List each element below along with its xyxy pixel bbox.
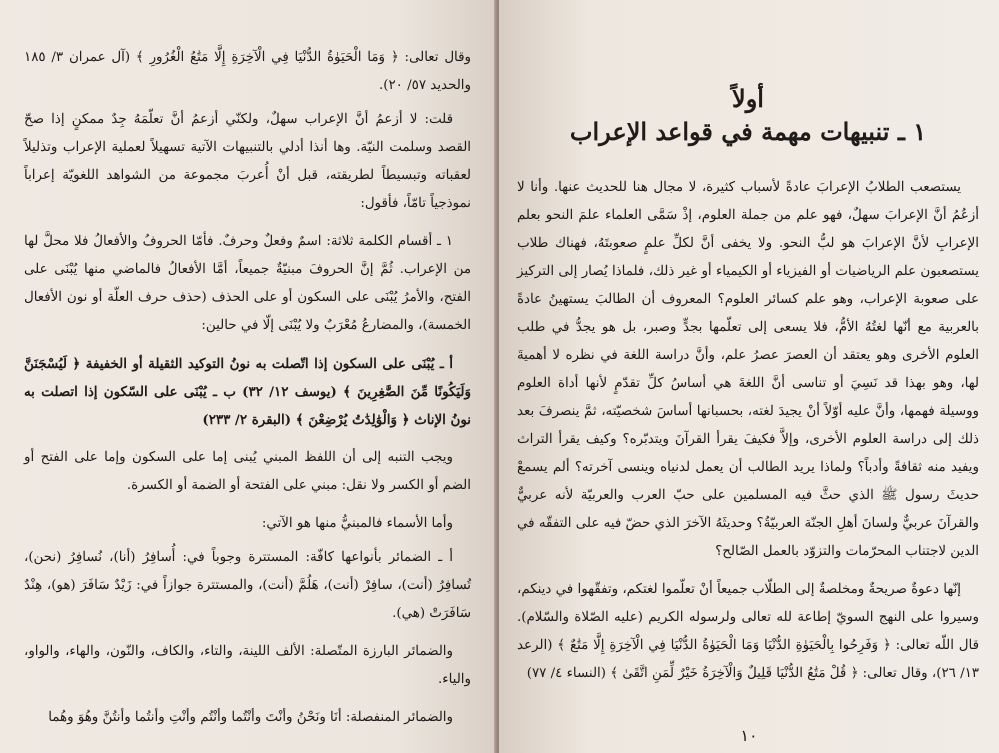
left-paragraph-present-tense: أ ـ يُبْنَى على السكون إذا اتّصلت به نونُ التوكيد الثقيلة أو الخفيفة ﴿ لَيُسْجَنَنَّ وَلَيَكُونًا مِّنَ الصَّٰغِرِينَ ﴾ (يوسف ١٢/ ٣٢) ب ـ يُبْنَى على السّكون إذا اتصلت به نونُ الإناث ﴿ وَالْوَٰلِدَٰتُ يُرْضِعْنَ ﴾ (البقرة ٢/ ٢٣٣)	[24, 356, 471, 428]
section-heading-main: ١ ـ تنبيهات مهمة في قواعد الإعراب	[569, 117, 927, 146]
left-paragraph-pronouns-hidden: أ ـ الضمائر بأنواعها كافّة: المستترة وجوباً في: أُسافِرُ (أنا)، نُسافِرُ (نحن)، تُسافِرُ (أنت)، سافِرْ (أنت)، هَلُمَّ (أنت)، والمستترة جوازاً في: زَيْدٌ سَافَرَ (هو)، هِنْدٌ سَافَرَتْ (هي).	[24, 550, 471, 621]
left-paragraph-pronouns-attached: والضمائر البارزة المتّصلة: الألف اللينة، والتاء، والكاف، والنّون، والهاء، والواو، والياء.	[24, 644, 471, 687]
left-page	[0, 0, 497, 753]
left-paragraph-quote: وقال تعالى: ﴿ وَمَا الْحَيَوٰةُ الدُّنْيَا فِي الْآخِرَةِ إِلَّا مَتَٰعُ الْغُرُورِ ﴾ (آل عمران ٣/ ١٨٥ والحديد ٥٧/ ٢٠).	[24, 50, 471, 93]
page-number: ١٠	[740, 726, 758, 745]
left-paragraph-nouns: وأما الأسماء فالمبنيُّ منها هو الآتي:	[261, 516, 453, 531]
right-paragraph-main: يستصعب الطلابُ الإعرابَ عادةً لأسباب كثيرة، لا مجال هنا للحديث عنها. وأنا لا أزعُمُ أنَّ الإعرابَ سهلٌ، فهو علم من جملة العلوم، إذْ سَمَّى العلماء علمَ النحو بعلم الإعرابِ لأنَّ الإعرابَ هو لبُّ النحو. ولا يخفى أنَّ لكلِّ علمٍ صعوبتَهُ، فهناك طلاب يستصعبون علم الرياضيات أو الفيزياء أو الكيمياء أو غير ذلك، فلماذا يُصار إلى التركيز على صعوبة الإعراب، وهو علم كسائر العلوم؟ المعروف أن الطالبَ يستهينُ عادةً بالعربية مع أنّها لغتُهُ الأمُّ، فلا يسعى إلى تعلّمها بجدٍّ وصبر، بل هو يجدُّ في طلب العلوم الأخرى وهو يعتقد أن العصرَ عصرُ علم، وأنَّ دراسة اللغة في نظره لا أهميةَ لها، وهو بهذا قد نَسِيَ أو تناسى أنَّ اللغةَ هي أساسُ كلِّ تقدّمٍ لأنها أداة العلوم ووسيلة فهمها، وأنَّ عليه أوّلاً أنْ يجيدَ لغته، بحسبانها أساسَ شخصيّته، ثمَّ ينصرفَ بعد ذلك إلى دراسة العلوم الأخرى، وإلاَّ فكيفَ يقرأ القرآنَ ويتدبّره؟ وكيف يقرأ التراث ويفيد منه ثقافةً وأدباً؟ ولماذا يريد الطالب أن يعمل لدنياه وينسى آخرته؟ ألم يسمعْ حديثَ رسول ﷺ الذي حثَّ فيه المسلمين على حبّ العرب والعربيّة لأنه عربيٌّ والقرآنَ عربيٌّ ولسانَ أهلِ الجنّة العربيّةُ؟ وحديثَهُ الآخرَ الذي حضّ فيه على التفقّه في الدين لاجتناب المحرّمات والتزوّد بالعمل الصّالح؟	[517, 180, 979, 559]
left-paragraph-intro: قلت: لا أزعمُ أنَّ الإعراب سهلٌ، ولكنّي أزعمُ أنَّ تعلّمَهُ جِدٌ ممكنٍ إذا صحّ القصد وسلمت النيّة. وها أنذا أدلي بالتنبيهات الآتية تسهيلاً لعملية الإعراب وتذليلاً لعقباته وتبسيطاً لطريقته، قبل أنْ أُعربَ مجموعة من الشواهد اللغويّة إعراباً نموذجياً تامّاً، فأقول:	[24, 112, 471, 211]
right-paragraph-call: إنّها دعوةٌ صريحةٌ ومخلصةٌ إلى الطلّاب جميعاً أنْ تعلّموا لغتكم، وتفقّهوا في دينكم، وسيروا على النهج السويّ إطاعة لله تعالى ولرسوله الكريم (عليه الصّلاة والسّلام). قال اللّه تعالى: ﴿ وَفَرِحُوا بِالْحَيَوٰةِ الدُّنْيَا وَمَا الْحَيَوٰةُ الدُّنْيَا فِي الْآخِرَةِ إِلَّا مَتَٰعٌ ﴾ (الرعد ١٣/ ٢٦)، وقال تعالى: ﴿ قُلْ مَتَٰعُ الدُّنْيَا قَلِيلٌ وَالْآخِرَةُ خَيْرٌ لِّمَنِ اتَّقَىٰ ﴾ (النساء ٤/ ٧٧)	[517, 582, 979, 681]
left-paragraph-note: ويجب التنبه إلى أن اللفظ المبني يُبنى إما على السكون وإما على الفتح أو الضم أو الكسر ولا نقل: مبني على الفتحة أو الضمة أو الكسرة.	[24, 450, 471, 493]
section-heading-first: أولاً	[732, 84, 764, 113]
left-paragraph-word-types: ١ ـ أقسام الكلمة ثلاثة: اسمٌ وفعلٌ وحرفٌ. فأمّا الحروفُ والأفعالُ فلا محلَّ لها من الإعراب. ثُمَّ إنَّ الحروفَ مبنيّةٌ جميعاً، أمَّا الأفعالُ فالماضي منها يُبْنَى على الفتح، والأمرُ يُبْنَى على السكون أو على الحذف (حذف حرف العلّة أو نون الأفعال الخمسة)، والمضارعُ مُعْرَبٌ ولا يُبْنَى إلّا في حالين:	[24, 234, 471, 333]
left-paragraph-pronouns-separate: والضمائر المنفصلة: أنَا ونَحْنُ وأنْتَ وأنْتُما وأنْتُم وأنْتِ وأنتُما وأنتُنَّ وهُوَ وهُما	[48, 710, 453, 725]
right-page	[499, 0, 999, 753]
